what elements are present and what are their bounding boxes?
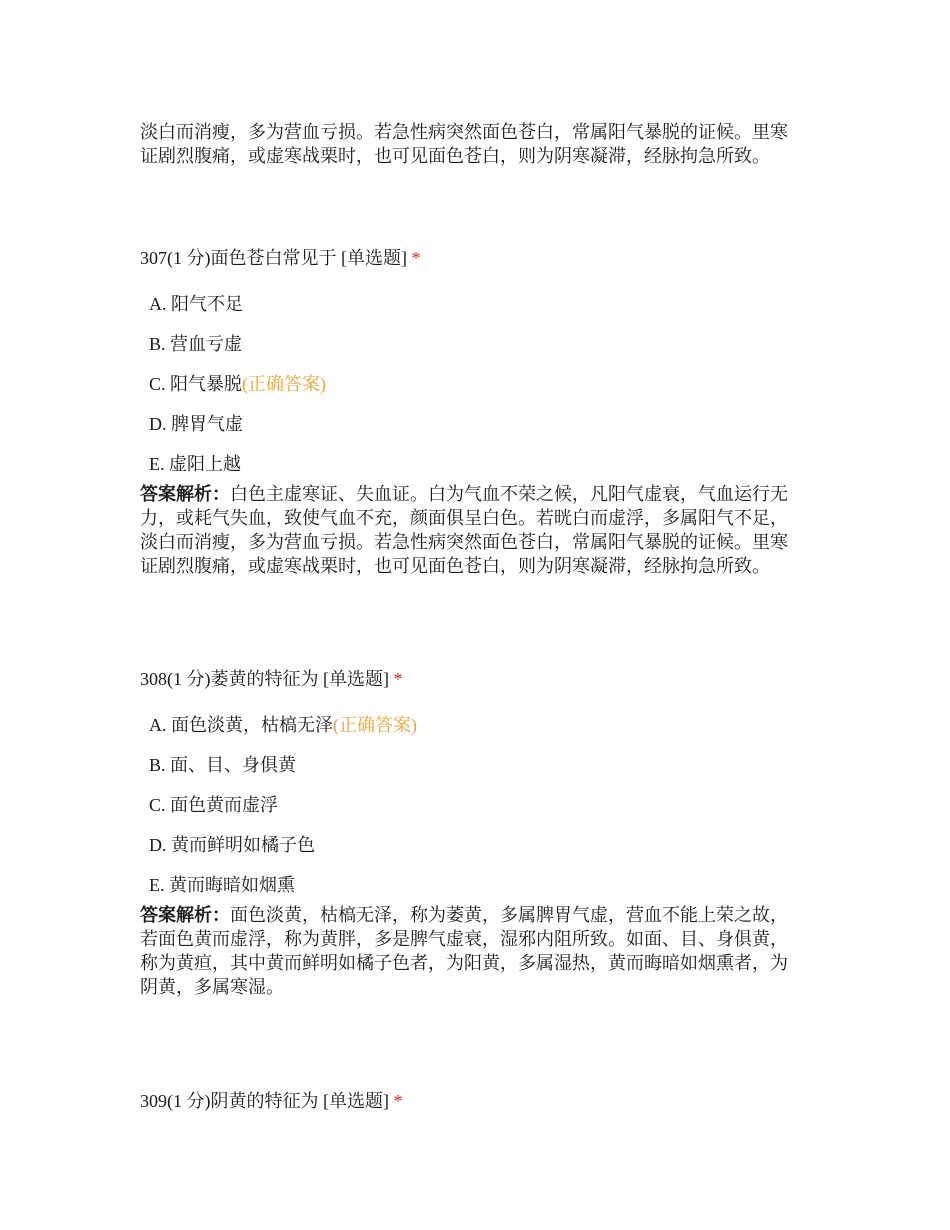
answer-analysis (140, 903, 820, 999)
option-list (140, 713, 820, 903)
required-mark: * (393, 669, 403, 689)
analysis-line: 答案解析：白色主虚寒证、失血证。白为气血不荣之候，凡阳气虚衰，气血运行无 (140, 484, 788, 504)
carryover-line: 淡白而消瘦，多为营血亏损。若急性病突然面色苍白，常属阳气暴脱的证候。里寒 (140, 122, 788, 142)
analysis-label: 答案解析： (140, 905, 230, 925)
question-309 (140, 1089, 820, 1113)
analysis-label: 答案解析： (140, 484, 230, 504)
analysis-line: 力，或耗气失血，致使气血不充，颜面俱呈白色。若晄白而虚浮，多属阳气不足， (140, 508, 788, 528)
option-e[interactable] (140, 452, 820, 482)
question-307 (140, 246, 820, 578)
analysis-line: 若面色黄而虚浮，称为黄胖，多是脾气虚衰，湿邪内阻所致。如面、目、身俱黄， (140, 929, 788, 949)
option-text: E. 黄而晦暗如烟熏 (149, 875, 295, 895)
option-d[interactable] (140, 833, 820, 873)
option-text: D. 脾胃气虚 (149, 414, 243, 434)
carryover-line: 证剧烈腹痛，或虚寒战栗时，也可见面色苍白，则为阴寒凝滞，经脉拘急所致。 (140, 146, 770, 166)
question-title (140, 667, 820, 691)
required-mark: * (393, 1091, 403, 1111)
carryover-paragraph (140, 120, 820, 168)
option-text: B. 面、目、身俱黄 (149, 755, 297, 775)
option-text: A. 阳气不足 (149, 294, 243, 314)
option-text: B. 营血亏虚 (149, 334, 243, 354)
option-c[interactable] (140, 372, 820, 412)
option-d[interactable] (140, 412, 820, 452)
option-text: C. 面色黄而虚浮 (149, 795, 279, 815)
required-mark: * (411, 248, 421, 268)
option-b[interactable] (140, 753, 820, 793)
option-list (140, 292, 820, 482)
question-title (140, 246, 820, 270)
analysis-line: 证剧烈腹痛，或虚寒战栗时，也可见面色苍白，则为阴寒凝滞，经脉拘急所致。 (140, 556, 770, 576)
option-text: E. 虚阳上越 (149, 454, 241, 474)
answer-analysis (140, 482, 820, 578)
question-title-text: 309(1 分)阴黄的特征为 [单选题] (140, 1091, 389, 1111)
analysis-line: 答案解析：面色淡黄，枯槁无泽，称为萎黄，多属脾胃气虚，营血不能上荣之故， (140, 905, 788, 925)
option-text: D. 黄而鲜明如橘子色 (149, 835, 315, 855)
question-title (140, 1089, 820, 1113)
option-text: C. 阳气暴脱 (149, 374, 243, 394)
correct-answer-tag: (正确答案) (333, 715, 417, 735)
question-title-text: 308(1 分)萎黄的特征为 [单选题] (140, 669, 389, 689)
analysis-line: 阴黄，多属寒湿。 (140, 977, 284, 997)
option-b[interactable] (140, 332, 820, 372)
option-a[interactable] (140, 713, 820, 753)
option-e[interactable] (140, 873, 820, 903)
option-a[interactable] (140, 292, 820, 332)
analysis-line: 称为黄疸，其中黄而鲜明如橘子色者，为阳黄，多属湿热，黄而晦暗如烟熏者，为 (140, 953, 788, 973)
analysis-line: 淡白而消瘦，多为营血亏损。若急性病突然面色苍白，常属阳气暴脱的证候。里寒 (140, 532, 788, 552)
correct-answer-tag: (正确答案) (242, 374, 327, 394)
option-text: A. 面色淡黄，枯槁无泽 (149, 715, 333, 735)
question-title-text: 307(1 分)面色苍白常见于 [单选题] (140, 248, 407, 268)
option-c[interactable] (140, 793, 820, 833)
question-308 (140, 667, 820, 999)
